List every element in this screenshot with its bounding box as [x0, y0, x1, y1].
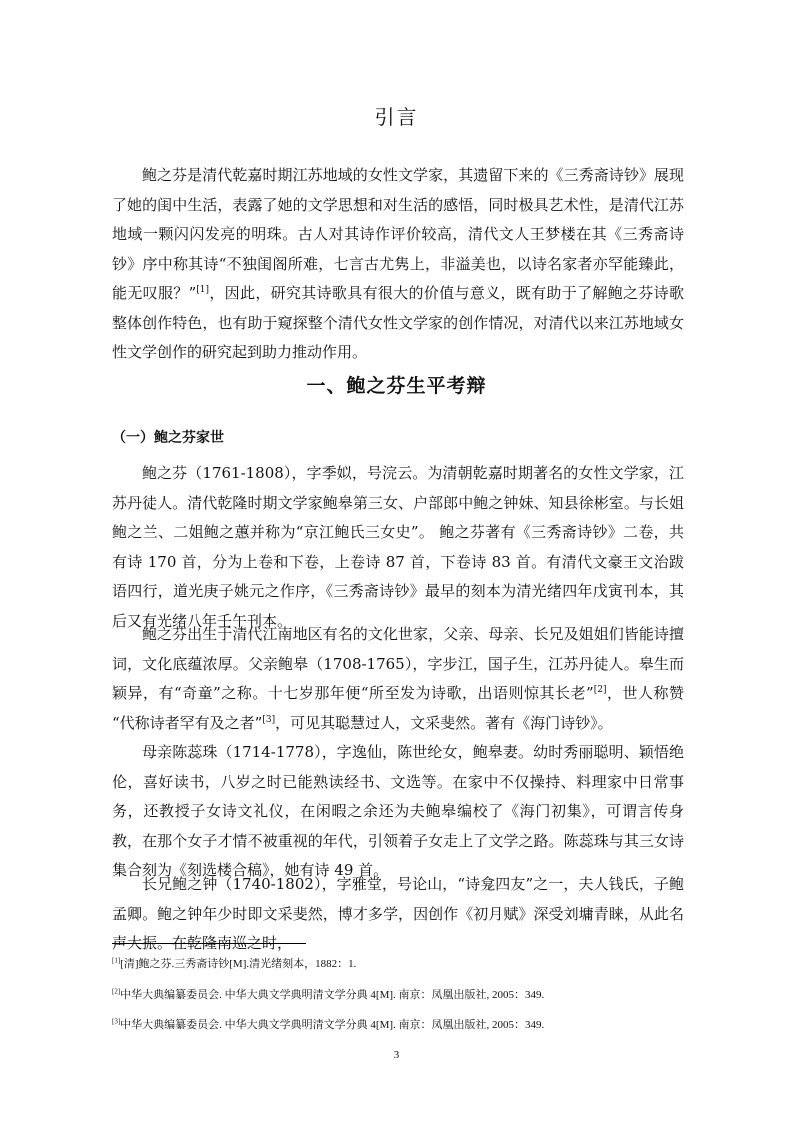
footnote-mark: [2]: [112, 987, 121, 996]
page-number: 3: [393, 1049, 400, 1061]
intro-text-b: ，因此，研究其诗歌具有很大的价值与意义，既有助于了解鲍之芬诗歌整体创作特色，也有助于窥探整个清代女性文学家的创作情况，对清代以来江苏地域女性文学创作的研究起到助力推动作用。: [112, 284, 684, 361]
citation-3[interactable]: [3]: [262, 714, 276, 725]
footnote-divider: [112, 943, 306, 944]
family-paragraph-1: 鲍之芬（1761-1808），字季姒，号浣云。为清朝乾嘉时期著名的女性文学家，江苏丹徒人。清代乾隆时期文学家鲍皋第三女、户部郎中鲍之钟妹、知县徐彬室。与长姐鲍之兰、二姐鲍之蕙并称为“京江鲍氏三女史”。 鲍之芬著有《三秀斋诗钞》二卷，共有诗 170 首，分为上卷和下卷，上卷诗 87 首，下卷诗 83 首。有清代文豪王文治跋语四行，道光庚子姚元之作序，《三秀斋诗钞》最早的刻本为清光绪四年戊寅刊本，其后又有光绪八年壬午刊本。: [112, 464, 684, 630]
intro-paragraph: [112, 161, 684, 368]
family-text-c: ，可见其聪慧过人，文采斐然。著有《海门诗钞》。: [275, 713, 613, 732]
footnote-2: [112, 986, 712, 1002]
footnote-3: [112, 1016, 712, 1032]
footnote-text: [清]鲍之芬.三秀斋诗钞[M].清光绪刻本，1882：1.: [120, 958, 357, 970]
family-text-a: 鲍之芬出生于清代江南地区有名的文化世家，父亲、母亲、长兄及姐姐们皆能诗擅词，文化底蕴浓厚。父亲鲍皋（1708-1765），字步江，国子生，江苏丹徒人。皋生而颖异，有“奇童”之称。十七岁那年便“所至发为诗歌，出语则惊其长老”: [112, 625, 684, 702]
page-title: 引言: [374, 105, 419, 129]
intro-text-a: 鲍之芬是清代乾嘉时期江苏地域的女性文学家，其遗留下来的《三秀斋诗钞》展现了她的闺中生活，表露了她的文学思想和对生活的感悟，同时极具艺术性，是清代江苏地域一颗闪闪发亮的明珠。古人对其诗作评价较高，清代文人王梦楼在其《三秀斋诗钞》序中称其诗“不独闺阁所难，七言古尤隽上，非溢美也，以诗名家者亦罕能臻此，能无叹服？”: [112, 166, 684, 302]
footnote-text: 中华大典编纂委员会. 中华大典文学典明清文学分典 4[M]. 南京：凤凰出版社, 2005：349.: [120, 989, 545, 1001]
subsection-heading: （一）鲍之芬家世: [112, 430, 224, 446]
brother-paragraph: 长兄鲍之钟（1740-1802），字雅堂，号论山，“诗龛四友”之一，夫人钱氏，子鲍孟卿。鲍之钟年少时即文采斐然，博才多学，因创作《初月赋》深受刘墉青睐，从此名声大振。在乾隆南巡之时，: [112, 875, 684, 952]
citation-2[interactable]: [2]: [593, 685, 607, 695]
section-heading: 一、鲍之芬生平考辩: [306, 375, 487, 397]
mother-paragraph: 母亲陈蕊珠（1714-1778），字逸仙，陈世纶女，鲍皋妻。幼时秀丽聪明、颖悟绝伦，喜好读书，八岁之时已能熟读经书、文选等。在家中不仅操持、料理家中日常事务，还教授子女诗文礼仪，在闲暇之余还为夫鲍皋编校了《海门初集》，可谓言传身教，在那个女子才情不被重视的年代，引领着子女走上了文学之路。陈蕊珠与其三女诗集合刻为《刻选楼合稿》，她有诗 49 首。: [112, 743, 684, 879]
footnote-1: [112, 955, 712, 971]
footnote-mark: [3]: [112, 1017, 121, 1026]
footnote-mark: [1]: [112, 956, 121, 965]
family-paragraph-2: [112, 620, 684, 738]
citation-1[interactable]: [1]: [196, 285, 210, 295]
family-text-b: ，世人称赞 “代称诗者罕有及之者”: [112, 684, 684, 732]
footnote-text: 中华大典编纂委员会. 中华大典文学典明清文学分典 4[M]. 南京：凤凰出版社, 2005：349.: [120, 1019, 545, 1031]
